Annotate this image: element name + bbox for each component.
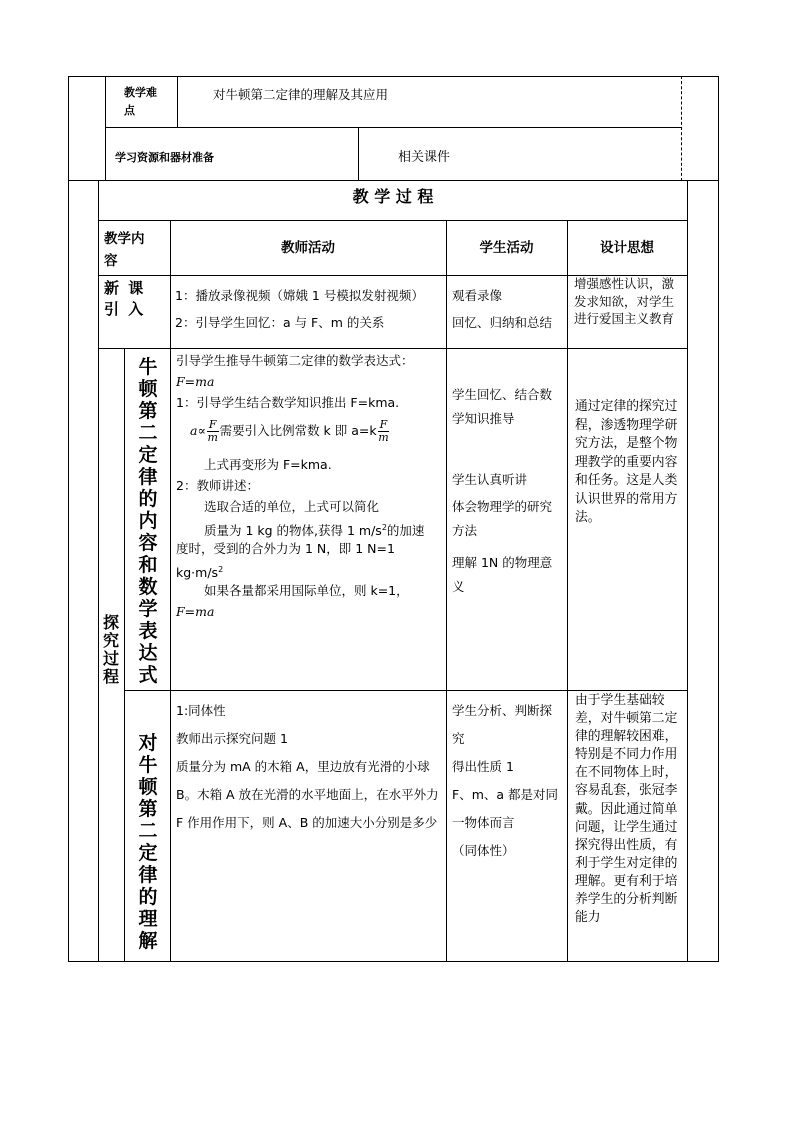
s1-student-3: 体会物理学的研究方法	[452, 499, 553, 538]
intro-teacher-2: 2：引导学生回忆：a 与 F、m 的关系	[175, 315, 385, 330]
intro-student-2: 回忆、归纳和总结	[452, 315, 553, 330]
section1-label: 牛顿第二定律的内容和数学表达式	[138, 356, 158, 686]
header-teacher: 教师活动	[281, 240, 335, 256]
resources-value: 相关课件	[398, 150, 451, 165]
s1-student-2: 学生认真听讲	[452, 472, 528, 487]
s2-student-2: 得出性质 1	[452, 759, 514, 774]
intro-label: 新 课 引 入	[104, 279, 146, 318]
outer-top-border	[68, 76, 719, 77]
s1-design: 通过定律的探究过程，渗透物理学研究方法，是整个物理教学的重要内容和任务。这是人类认识世界的常用方法。	[575, 399, 678, 525]
content-col-divider	[170, 220, 171, 962]
process-left-border	[98, 180, 99, 962]
info-bottom-border	[68, 180, 719, 181]
process-right-border	[687, 180, 688, 962]
outer-left-border	[68, 76, 69, 962]
intro-design: 增强感性认识，激发求知欲，对学生进行爱国主义教育	[574, 276, 675, 326]
outer-bottom-border	[68, 961, 719, 962]
info-row-divider	[105, 127, 682, 128]
intro-student-1: 观看录像	[452, 288, 503, 303]
resources-label: 学习资源和器材准备	[115, 151, 214, 164]
s1-teacher-line8: 质量为 1 kg 的物体,获得 1 $m/s^2$的加速	[204, 523, 425, 539]
section2-label: 对牛顿第二定律的理解	[138, 732, 158, 952]
outer-right-border	[718, 76, 719, 962]
student-col-divider	[567, 220, 568, 962]
header-student: 学生活动	[479, 240, 534, 256]
s2-student-4: （同体性）	[452, 843, 515, 858]
resources-col-divider	[358, 127, 359, 181]
s1-teacher-line6: 2：教师讲述：	[176, 478, 259, 493]
s1-teacher-line4	[190, 418, 444, 444]
s1-teacher-line10: $kg\cdot m/s^2$	[176, 565, 224, 581]
s1-teacher-line3: 1：引导学生结合数学知识推出 F=kma.	[176, 395, 400, 410]
s1-fraction-1: $\frac{F}{m}$	[207, 418, 218, 444]
s1-student-1: 学生回忆、结合数学知识推导	[452, 387, 553, 426]
difficulty-label: 教学难点	[124, 86, 157, 117]
info-left-border	[105, 76, 106, 181]
s2-student-1: 学生分析、判断探究	[452, 703, 553, 746]
s1-student-4: 理解 1N 的物理意义	[452, 555, 553, 594]
process-title: 教 学 过 程	[352, 187, 434, 206]
teacher-col-divider	[446, 220, 447, 962]
s1-constant-text: 需要引入比例常数 k 即 a=k	[219, 423, 377, 438]
s1-proportional: a∝	[190, 423, 206, 438]
s1-teacher-line11: 如果各量都采用国际单位，则 k=1，	[204, 583, 409, 598]
header-content: 教学内容	[104, 231, 145, 269]
intro-teacher-1: 1：播放录像视频（嫦娥 1 号模拟发射视频）	[175, 288, 424, 303]
s2-teacher-1: 1:同体性	[176, 703, 226, 718]
s1-fraction-2: $\frac{F}{m}$	[378, 418, 389, 444]
s2-design: 由于学生基础较差，对牛顿第二定律的理解较困难，特别是不同力作用在不同物体上时，容易乱套，张冠李戴。因此通过简单问题，让学生通过探究得出性质，有利于学生对定律的理解。更有利于培养学生的分析判断能力	[575, 693, 678, 926]
s1-teacher-line1: 引导学生推导牛顿第二定律的数学表达式：	[176, 353, 414, 368]
process-title-divider	[98, 220, 688, 221]
explore-sub-col-divider	[124, 348, 125, 962]
explore-label: 探究过程	[102, 613, 119, 686]
s1-teacher-line7: 选取合适的单位，上式可以简化	[204, 499, 380, 514]
info-right-dashed-border	[681, 76, 682, 181]
s1-teacher-line2: F=ma	[176, 374, 215, 389]
section-divider	[124, 690, 688, 691]
s1-teacher-line9: 度时，受到的合外力为 1 N，即 1 N=1	[176, 541, 395, 556]
s1-teacher-line5: 上式再变形为 F=kma.	[204, 457, 332, 472]
s2-student-3: F、m、a 都是对同一物体而言	[452, 787, 559, 830]
header-design: 设计思想	[600, 240, 654, 256]
s1-teacher-line12: F=ma	[176, 604, 215, 619]
s2-teacher-2: 教师出示探究问题 1	[176, 731, 288, 746]
s2-teacher-3: 质量分为 mA 的木箱 A，里边放有光滑的小球 B。木箱 A 放在光滑的水平地面上，在水平外力 F 作用作用下，则 A、B 的加速大小分别是多少	[176, 759, 439, 830]
difficulty-col-divider	[177, 76, 178, 128]
intro-row-divider	[98, 348, 688, 349]
difficulty-value: 对牛顿第二定律的理解及其应用	[213, 87, 389, 102]
